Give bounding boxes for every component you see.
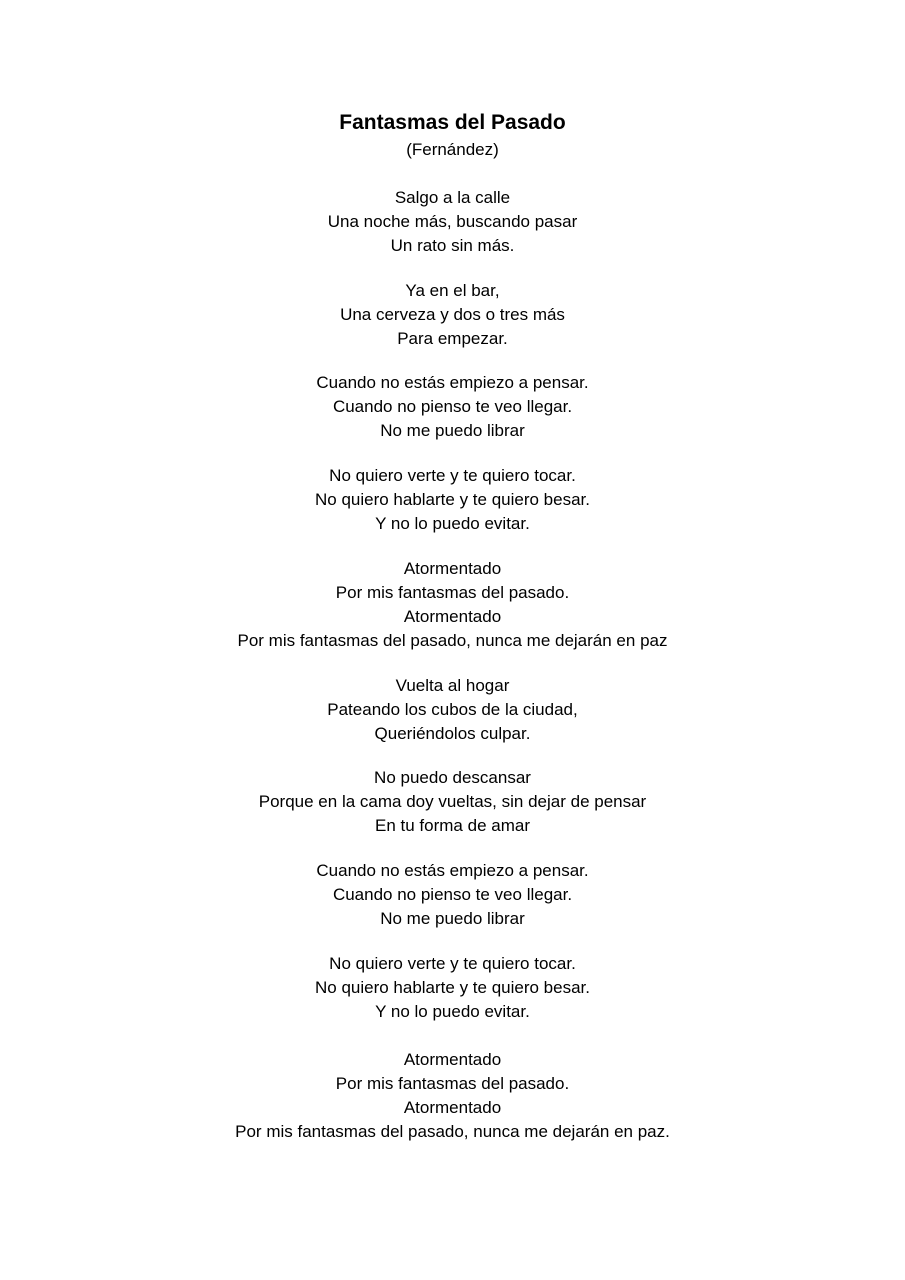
lyric-line: Porque en la cama doy vueltas, sin dejar de pensar <box>258 792 647 811</box>
stanza-6 <box>0 674 905 746</box>
lyric-line: Pateando los cubos de la ciudad, <box>327 700 578 719</box>
stanza-2 <box>0 279 905 351</box>
lyric-line: No puedo descansar <box>374 768 531 787</box>
lyric-line: Una noche más, buscando pasar <box>327 212 578 231</box>
lyric-line: No quiero verte y te quiero tocar. <box>329 954 576 973</box>
lyric-line: No quiero hablarte y te quiero besar. <box>314 978 590 997</box>
lyric-line: Cuando no estás empiezo a pensar. <box>316 861 589 880</box>
lyric-line: Atormentado <box>403 607 502 626</box>
lyric-line: Salgo a la calle <box>394 188 511 207</box>
lyric-line: Por mis fantasmas del pasado. <box>335 583 570 602</box>
stanza-1 <box>0 186 905 258</box>
stanza-10-chorus <box>0 1048 905 1144</box>
stanza-9 <box>0 952 905 1024</box>
lyric-line: Por mis fantasmas del pasado, nunca me dejarán en paz <box>237 631 668 650</box>
song-title: Fantasmas del Pasado <box>339 111 566 134</box>
lyric-line: Y no lo puedo evitar. <box>375 514 530 533</box>
lyric-line: Atormentado <box>403 1098 502 1117</box>
lyric-line: No quiero verte y te quiero tocar. <box>329 466 576 485</box>
lyric-line: Y no lo puedo evitar. <box>375 1002 530 1021</box>
lyric-line: No me puedo librar <box>380 421 525 440</box>
lyric-line: Para empezar. <box>397 329 508 348</box>
lyric-line: Atormentado <box>403 559 502 578</box>
stanza-8 <box>0 859 905 931</box>
lyric-line: Cuando no pienso te veo llegar. <box>332 885 573 904</box>
lyric-line: Vuelta al hogar <box>395 676 510 695</box>
stanza-3 <box>0 371 905 443</box>
lyric-line: Queriéndolos culpar. <box>374 724 531 743</box>
lyric-line: Un rato sin más. <box>390 236 515 255</box>
lyric-line: Cuando no estás empiezo a pensar. <box>316 373 589 392</box>
song-author: (Fernández) <box>406 140 499 159</box>
lyric-line: Cuando no pienso te veo llegar. <box>332 397 573 416</box>
stanza-4 <box>0 464 905 536</box>
lyric-line: No me puedo librar <box>380 909 525 928</box>
lyric-line: No quiero hablarte y te quiero besar. <box>314 490 590 509</box>
lyric-line: Una cerveza y dos o tres más <box>340 305 565 324</box>
lyric-line: En tu forma de amar <box>375 816 530 835</box>
lyric-line: Ya en el bar, <box>405 281 500 300</box>
lyric-line: Por mis fantasmas del pasado. <box>335 1074 570 1093</box>
lyric-line: Atormentado <box>403 1050 502 1069</box>
lyric-line: Por mis fantasmas del pasado, nunca me dejarán en paz. <box>235 1122 670 1141</box>
stanza-5-chorus <box>0 557 905 653</box>
stanza-7 <box>0 766 905 838</box>
